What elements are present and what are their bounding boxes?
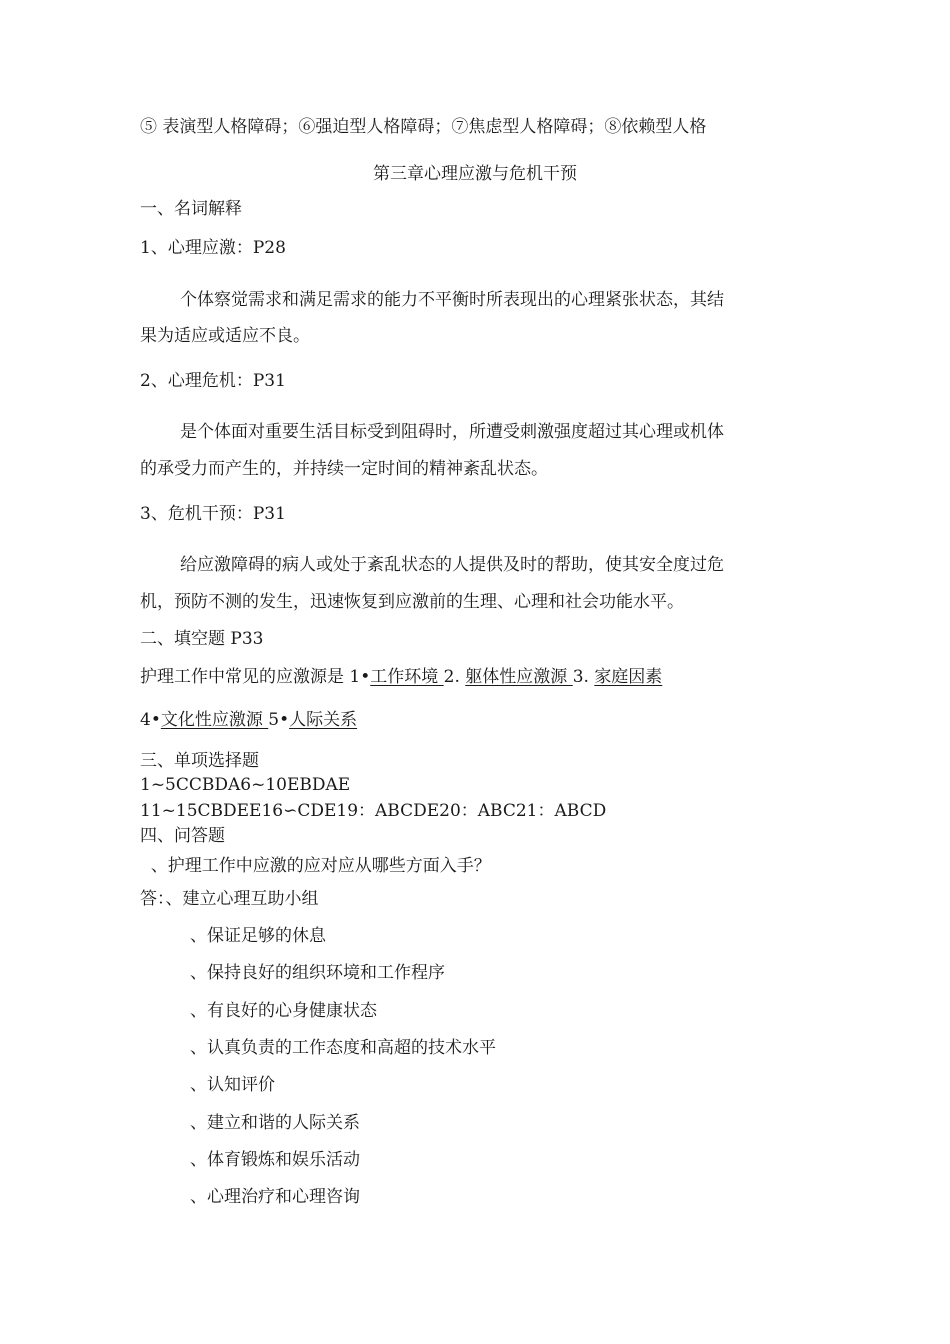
- qa-answer-item: 、建立和谐的人际关系: [190, 1113, 360, 1133]
- term-heading-psych-stress: 1、心理应激：P28: [140, 238, 286, 258]
- term-definition-line: 个体察觉需求和满足需求的能力不平衡时所表现出的心理紧张状态，其结: [180, 290, 724, 310]
- blank-separator: 2.: [443, 667, 466, 687]
- qa-answer-item: 、认真负责的工作态度和高超的技术水平: [190, 1038, 496, 1058]
- term-definition-line: 机，预防不测的发生，迅速恢复到应激前的生理、心理和社会功能水平。: [140, 592, 684, 612]
- previous-page-tail: ⑤ 表演型人格障碍；⑥强迫型人格障碍；⑦焦虑型人格障碍；⑧依赖型人格: [140, 117, 707, 137]
- term-heading-crisis-intervention: 3、危机干预：P31: [140, 504, 286, 524]
- blank-answer: 文化性应激源: [160, 710, 269, 730]
- choice-answers-line: 1~5CCBDA6~10EBDAE: [140, 775, 351, 795]
- term-definition-line: 给应激障碍的病人或处于紊乱状态的人提供及时的帮助，使其安全度过危: [180, 555, 724, 575]
- qa-question-text: 、护理工作中应激的应对应从哪些方面入手？: [150, 856, 491, 876]
- fill-blank-prefix: 护理工作中常见的应激源是 1•: [140, 667, 371, 687]
- section-heading-multiple-choice: 三、单项选择题: [140, 751, 259, 771]
- fill-blank-prefix: 4•: [140, 710, 161, 730]
- blank-answer: 家庭因素: [594, 667, 663, 687]
- qa-answer-item: 、建立心理互助小组: [165, 889, 319, 909]
- section-heading-qa: 四、问答题: [140, 826, 225, 846]
- qa-answer-item: 、有良好的心身健康状态: [190, 1001, 377, 1021]
- chapter-title: 第三章心理应激与危机干预: [373, 164, 577, 184]
- blank-answer: 躯体性应激源: [465, 667, 573, 687]
- blank-separator: 5•: [268, 710, 290, 730]
- term-definition-line: 的承受力而产生的，并持续一定时间的精神紊乱状态。: [140, 459, 548, 479]
- section-heading-definitions: 一、名词解释: [140, 199, 242, 219]
- qa-answer-item: 、心理治疗和心理咨询: [190, 1187, 360, 1207]
- qa-answer-label: 答：: [140, 889, 166, 909]
- term-definition-line: 果为适应或适应不良。: [140, 326, 310, 346]
- qa-answer-item: 、体育锻炼和娱乐活动: [190, 1150, 360, 1170]
- qa-question: [140, 858, 491, 875]
- section-heading-fill-blank: 二、填空题 P33: [140, 629, 264, 649]
- term-heading-psych-crisis: 2、心理危机：P31: [140, 371, 286, 391]
- qa-answer-item: 、保持良好的组织环境和工作程序: [190, 963, 445, 983]
- fill-blank-line-2: [140, 712, 357, 729]
- qa-answer-item: 、保证足够的休息: [190, 926, 326, 946]
- qa-answer-item: 、认知评价: [190, 1075, 275, 1095]
- qa-answer-first: [140, 891, 319, 908]
- blank-separator: 3.: [572, 667, 595, 687]
- term-definition-line: 是个体面对重要生活目标受到阻碍时，所遭受刺激强度超过其心理或机体: [180, 422, 724, 442]
- blank-answer: 人际关系: [289, 710, 358, 730]
- choice-answers-line: 11~15CBDEE16∽CDE19：ABCDE20：ABC21：ABCD: [140, 801, 607, 821]
- fill-blank-line-1: [140, 669, 662, 686]
- blank-answer: 工作环境: [370, 667, 444, 687]
